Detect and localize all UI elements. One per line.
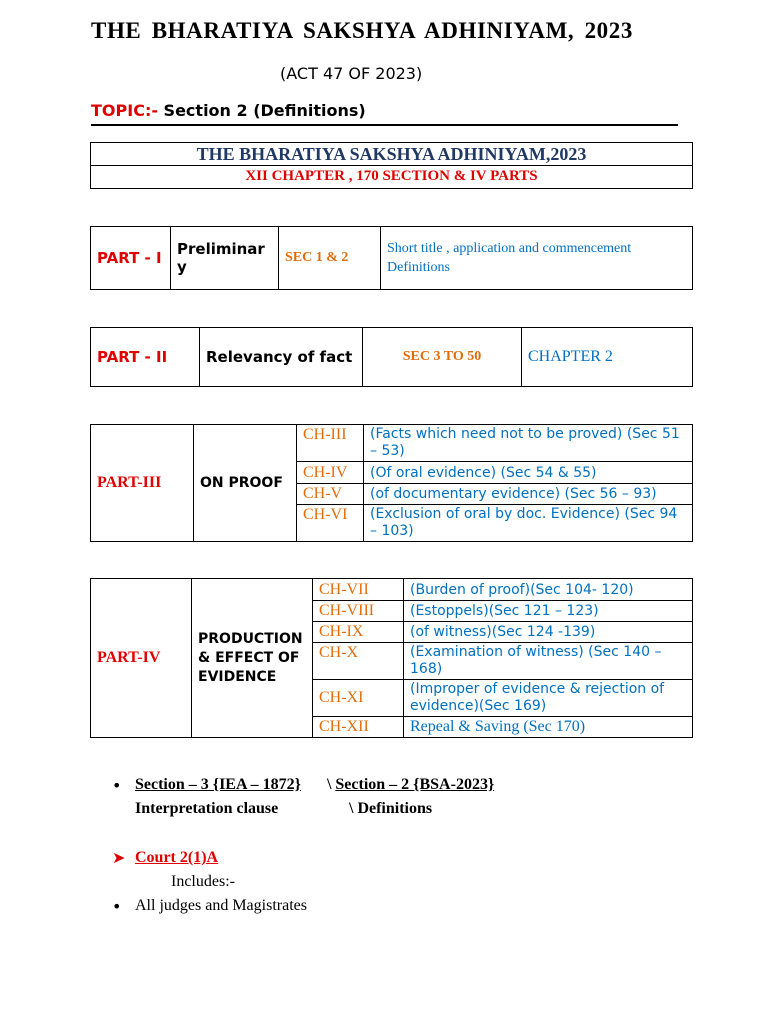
part1-desc-line1: Short title , application and commencement: [387, 241, 632, 256]
part1-name: Preliminary: [171, 227, 279, 290]
part4-desc: (Examination of witness) (Sec 140 – 168): [404, 643, 693, 680]
part1-sections: SEC 1 & 2: [279, 227, 381, 290]
part3-desc: (Of oral evidence) (Sec 54 & 55): [364, 462, 693, 484]
part1-description: [381, 227, 693, 290]
part4-ch: CH-IX: [313, 622, 404, 643]
part3-ch: CH-V: [297, 484, 364, 505]
topic-label: TOPIC:-: [91, 101, 158, 120]
part4-desc: (Improper of evidence & rejection of evidence)(Sec 169): [404, 680, 693, 717]
clause-old: Interpretation clause: [135, 800, 279, 817]
part3-label: PART-III: [91, 425, 194, 542]
part4-ch: CH-XII: [313, 717, 404, 738]
part3-ch: CH-III: [297, 425, 364, 462]
part3-ch: CH-VI: [297, 505, 364, 542]
part3-name: ON PROOF: [194, 425, 297, 542]
topic-line: [91, 101, 366, 120]
part2-table: [90, 327, 693, 387]
part3-table: [90, 424, 693, 542]
part4-desc: Repeal & Saving (Sec 170): [404, 717, 693, 738]
section-separator: \: [326, 776, 332, 793]
part1-table: [90, 226, 693, 290]
part3-desc: (Exclusion of oral by doc. Evidence) (Sec 94 – 103): [364, 505, 693, 542]
part4-ch: CH-XI: [313, 680, 404, 717]
part3-desc: (of documentary evidence) (Sec 56 – 93): [364, 484, 693, 505]
part2-label: PART - II: [91, 328, 200, 387]
section-old: Section – 3 {IEA – 1872}: [135, 776, 301, 793]
part4-ch: CH-X: [313, 643, 404, 680]
part4-ch: CH-VIII: [313, 601, 404, 622]
clause-comparison: [135, 800, 433, 818]
arrow-icon: ➤: [112, 848, 126, 867]
part3-ch: CH-IV: [297, 462, 364, 484]
part4-ch: CH-VII: [313, 579, 404, 601]
part4-desc: (Estoppels)(Sec 121 – 123): [404, 601, 693, 622]
section-comparison: [135, 776, 494, 794]
part4-table: [90, 578, 693, 738]
part4-label: PART-IV: [91, 579, 192, 738]
bullet-icon: •: [112, 897, 122, 916]
document-title-text: THE BHARATIYA SAKSHYA ADHINIYAM, 2023: [91, 18, 633, 43]
court-heading: Court 2(1)A: [135, 849, 219, 866]
topic-text: Section 2 (Definitions): [157, 101, 366, 120]
part2-sections: SEC 3 TO 50: [363, 328, 522, 387]
summary-subtitle: XII CHAPTER , 170 SECTION & IV PARTS: [245, 168, 538, 184]
part4-name: PRODUCTION & EFFECT OF EVIDENCE: [192, 579, 313, 738]
summary-box: [90, 142, 693, 189]
clause-new: \ Definitions: [349, 800, 433, 817]
part3-desc: (Facts which need not to be proved) (Sec 51 – 53): [364, 425, 693, 462]
part1-label: PART - I: [91, 227, 171, 290]
bullet-icon: •: [112, 776, 122, 795]
act-number: (ACT 47 OF 2023): [280, 64, 423, 83]
includes-item: All judges and Magistrates: [135, 897, 307, 914]
section-new: Section – 2 {BSA-2023}: [335, 776, 495, 793]
summary-title: THE BHARATIYA SAKSHYA ADHINIYAM,2023: [91, 144, 692, 166]
includes-text: Includes:-: [171, 873, 235, 890]
part4-desc: (Burden of proof)(Sec 104- 120): [404, 579, 693, 601]
part2-name: Relevancy of fact: [200, 328, 363, 387]
part4-desc: (of witness)(Sec 124 -139): [404, 622, 693, 643]
part2-chapter: CHAPTER 2: [522, 328, 693, 387]
topic-underline: [91, 124, 678, 126]
part1-desc-line2: Definitions: [387, 260, 450, 275]
